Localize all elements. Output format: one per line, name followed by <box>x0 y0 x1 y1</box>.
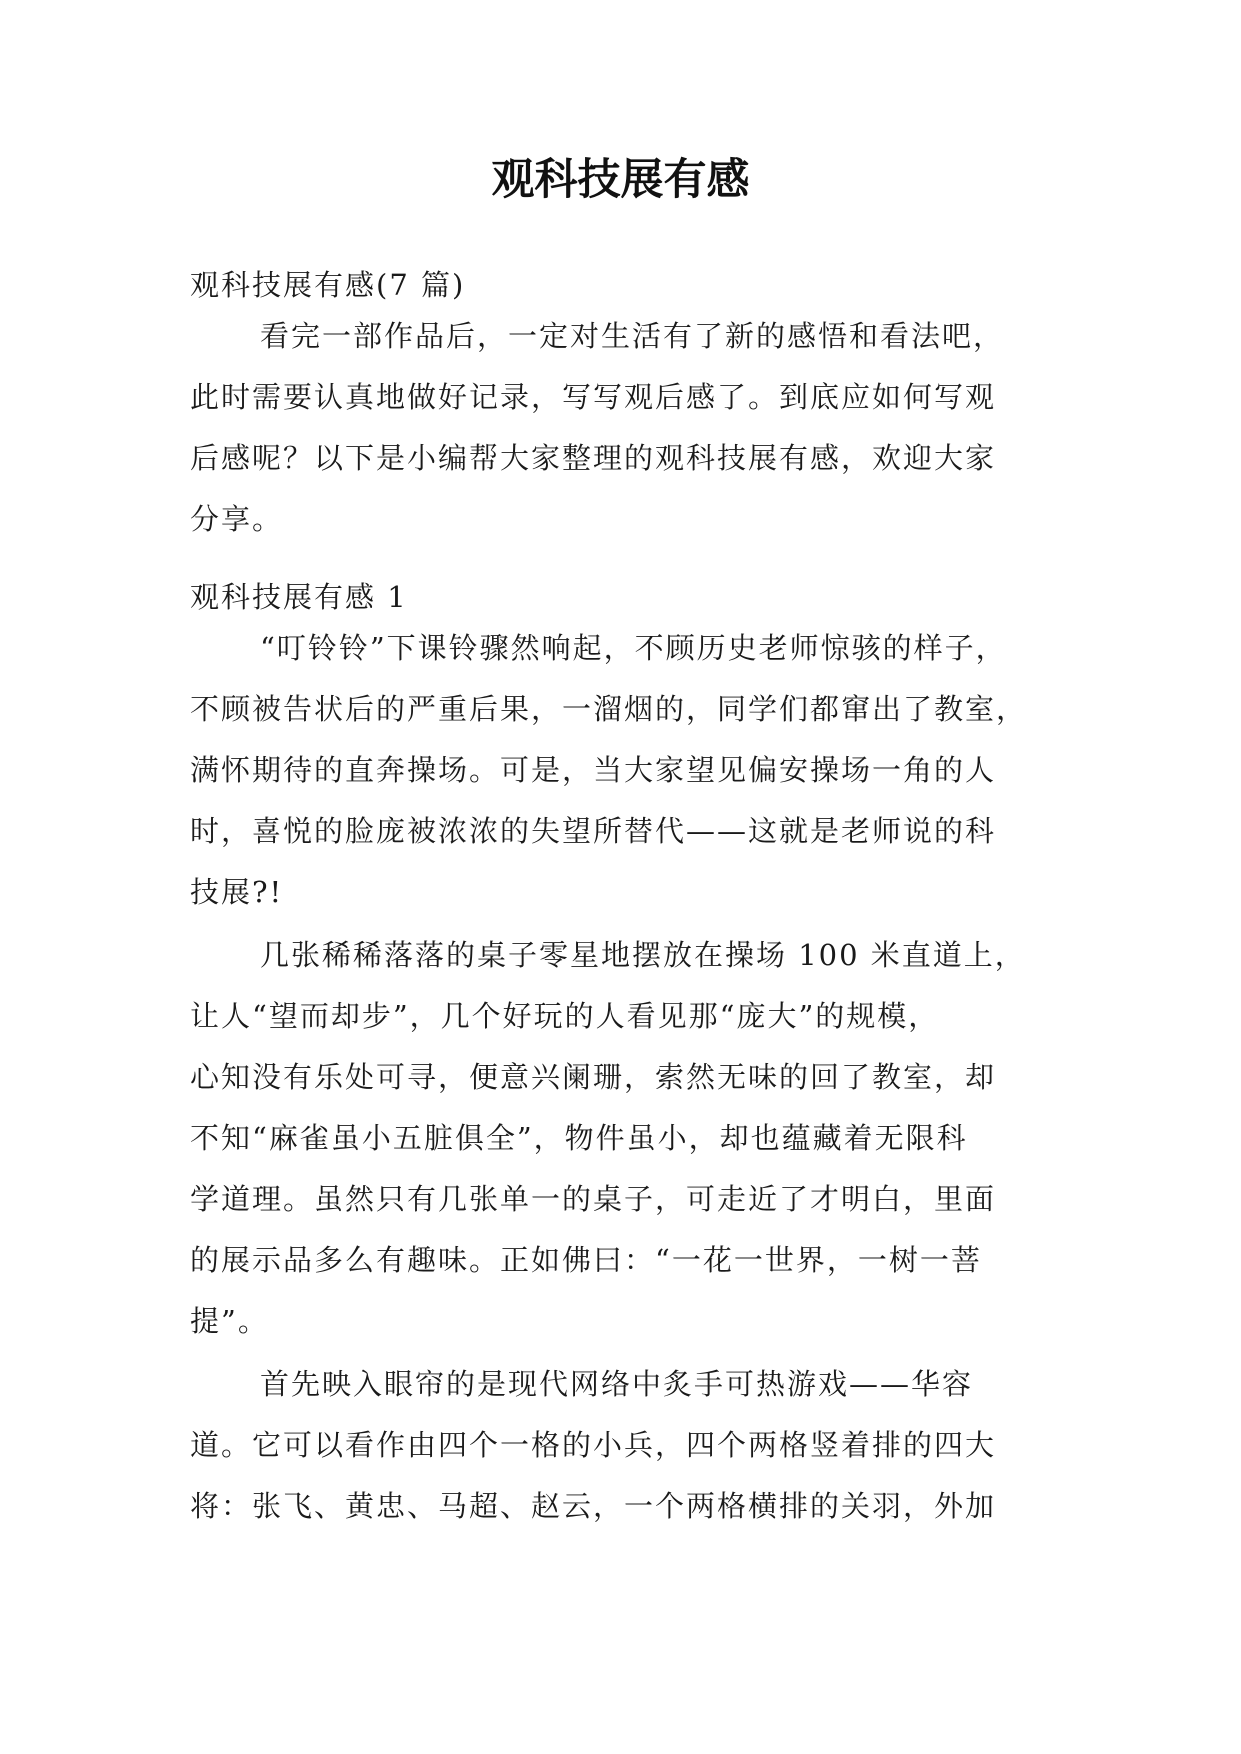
paragraph-line: 几张稀稀落落的桌子零星地摆放在操场 100 米直道上， <box>260 938 1026 972</box>
paragraph-line: 技展?! <box>190 875 284 909</box>
section-heading: 观科技展有感 1 <box>190 580 408 614</box>
paragraph-line: 时，喜悦的脸庞被浓浓的失望所替代——这就是老师说的科 <box>190 814 997 848</box>
paragraph-line: 将：张飞、黄忠、马超、赵云，一个两格横排的关羽，外加 <box>190 1489 997 1523</box>
paragraph-line: 道。它可以看作由四个一格的小兵，四个两格竖着排的四大 <box>190 1428 997 1462</box>
intro-line: 此时需要认真地做好记录，写写观后感了。到底应如何写观 <box>190 380 997 414</box>
paragraph-line: 学道理。虽然只有几张单一的桌子，可走近了才明白，里面 <box>190 1182 997 1216</box>
body-paragraph-1 <box>190 618 1052 923</box>
paragraph-line: 满怀期待的直奔操场。可是，当大家望见偏安操场一角的人 <box>190 753 997 787</box>
intro-line: 分享。 <box>190 502 284 536</box>
intro-line: 看完一部作品后，一定对生活有了新的感悟和看法吧， <box>260 319 1005 353</box>
paragraph-line: “叮铃铃”下课铃骤然响起，不顾历史老师惊骇的样子， <box>260 631 1007 665</box>
paragraph-line: 首先映入眼帘的是现代网络中炙手可热游戏——华容 <box>260 1367 974 1401</box>
intro-paragraph <box>190 306 1052 550</box>
intro-line: 后感呢？以下是小编帮大家整理的观科技展有感，欢迎大家 <box>190 441 997 475</box>
paragraph-line: 不顾被告状后的严重后果，一溜烟的，同学们都窜出了教室， <box>190 692 1028 726</box>
body-paragraph-3 <box>190 1354 1052 1537</box>
document-subtitle: 观科技展有感(7 篇) <box>190 268 466 302</box>
body-paragraph-2 <box>190 925 1052 1352</box>
paragraph-line: 提”。 <box>190 1304 269 1338</box>
paragraph-line: 的展示品多么有趣味。正如佛曰：“一花一世界，一树一菩 <box>190 1243 982 1277</box>
paragraph-line: 不知“麻雀虽小五脏俱全”，物件虽小，却也蕴藏着无限科 <box>190 1121 968 1155</box>
paragraph-line: 心知没有乐处可寻，便意兴阑珊，索然无味的回了教室，却 <box>190 1060 997 1094</box>
paragraph-line: 让人“望而却步”，几个好玩的人看见那“庞大”的规模， <box>190 999 940 1033</box>
document-title: 观科技展有感 <box>491 155 750 205</box>
